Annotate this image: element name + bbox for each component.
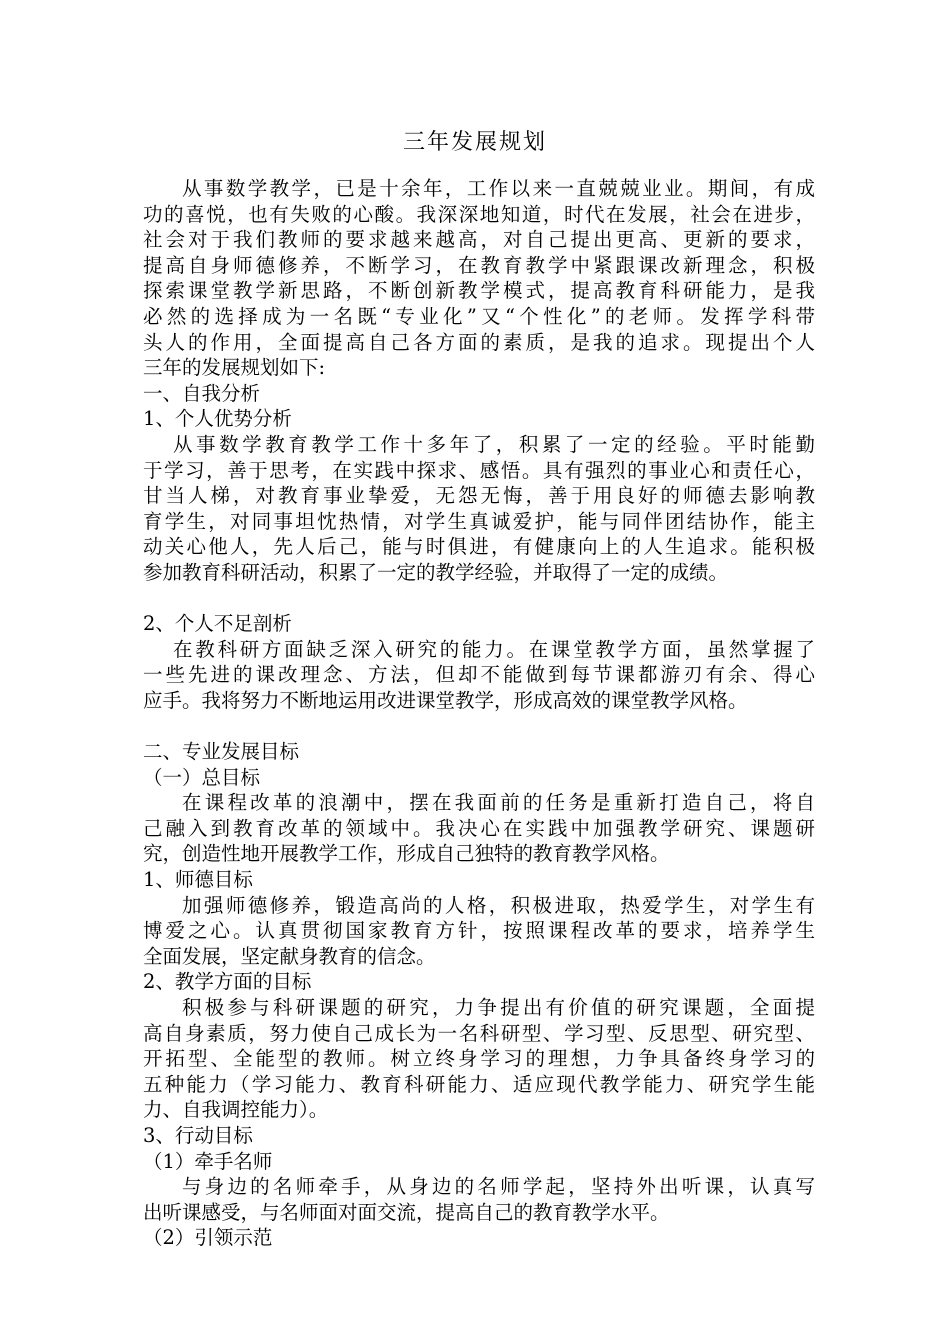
paragraph-line: 五种能力（学习能力、教育科研能力、适应现代教学能力、研究学生能 [143,1072,815,1096]
paragraph-line: 己融入到教育改革的领域中。我决心在实践中加强教学研究、课题研 [143,816,815,840]
subsection-heading: 1、师德目标 [143,868,253,892]
paragraph-line: 社会对于我们教师的要求越来越高，对自己提出更高、更新的要求， [143,228,815,252]
paragraph-line: 与身边的名师牵手，从身边的名师学起，坚持外出听课，认真写 [182,1175,815,1199]
paragraph-line: 动关心他人，先人后己，能与时俱进，有健康向上的人生追求。能积极 [143,535,815,559]
paragraph-line: 开拓型、全能型的教师。树立终身学习的理想，力争具备终身学习的 [143,1047,815,1071]
paragraph-line: 参加教育科研活动，积累了一定的教学经验，并取得了一定的成绩。 [143,560,729,584]
paragraph-line: 应手。我将努力不断地运用改进课堂教学，形成高效的课堂教学风格。 [143,688,748,712]
paragraph-line: 于学习，善于思考，在实践中探求、感悟。具有强烈的事业心和责任心， [143,458,815,482]
document-body [143,176,815,1251]
paragraph-line: 力、自我调控能力）。 [143,1098,329,1122]
subsection-heading: 2、教学方面的目标 [143,970,312,994]
subsection-heading: 1、个人优势分析 [143,407,292,431]
paragraph-line: 甘当人梯，对教育事业挚爱，无怨无悔，善于用良好的师德去影响教 [143,484,815,508]
item-heading: （1）牵手名师 [143,1149,273,1173]
document-title: 三年发展规划 [402,130,547,155]
paragraph-line: 头人的作用，全面提高自己各方面的素质，是我的追求。现提出个人 [143,330,815,354]
paragraph-line: 究，创造性地开展教学工作，形成自己独特的教育教学风格。 [143,842,670,866]
paragraph-line: 高自身素质，努力使自己成长为一名科研型、学习型、反思型、研究型、 [143,1021,815,1045]
subsection-heading: 3、行动目标 [143,1123,253,1147]
paragraph-line: 一些先进的课改理念、方法，但却不能做到每节课都游刃有余、得心 [143,663,815,687]
paragraph-line: 必然的选择成为一名既“专业化”又“个性化”的老师。发挥学科带 [143,304,815,328]
paragraph-line: 三年的发展规划如下: [143,356,326,380]
item-heading: （2）引领示范 [143,1226,273,1250]
paragraph-line: 从事数学教育教学工作十多年了，积累了一定的经验。平时能勤 [173,432,815,456]
paragraph-line: 在课程改革的浪潮中，摆在我面前的任务是重新打造自己，将自 [182,791,815,815]
paragraph-line: 加强师德修养，锻造高尚的人格，积极进取，热爱学生，对学生有 [182,893,815,917]
subsection-heading: 2、个人不足剖析 [143,612,292,636]
section-heading: 二、专业发展目标 [143,740,300,764]
paragraph-line: 育学生，对同事坦忱热情，对学生真诚爱护，能与同伴团结协作，能主 [143,509,815,533]
paragraph-line: 从事数学教学，已是十余年，工作以来一直兢兢业业。期间，有成 [182,177,815,200]
paragraph-line: 在教科研方面缺乏深入研究的能力。在课堂教学方面，虽然掌握了 [173,637,815,661]
section-heading: 一、自我分析 [143,381,261,405]
paragraph-line: 提高自身师德修养，不断学习，在教育教学中紧跟课改新理念，积极 [143,253,815,277]
paragraph-line: 功的喜悦，也有失败的心酸。我深深地知道，时代在发展，社会在进步， [143,202,815,226]
paragraph-line: 出听课感受，与名师面对面交流，提高自己的教育教学水平。 [143,1200,670,1224]
blank-line [143,586,815,612]
paragraph-line: 全面发展，坚定献身教育的信念。 [143,944,436,968]
blank-line [143,713,815,739]
subsection-heading: （一）总目标 [143,765,261,789]
paragraph-line: 探索课堂教学新思路，不断创新教学模式，提高教育科研能力，是我 [143,279,815,303]
paragraph-line: 积极参与科研课题的研究，力争提出有价值的研究课题，全面提 [182,996,815,1019]
paragraph-line: 博爱之心。认真贯彻国家教育方针，按照课程改革的要求，培养学生 [143,919,815,943]
